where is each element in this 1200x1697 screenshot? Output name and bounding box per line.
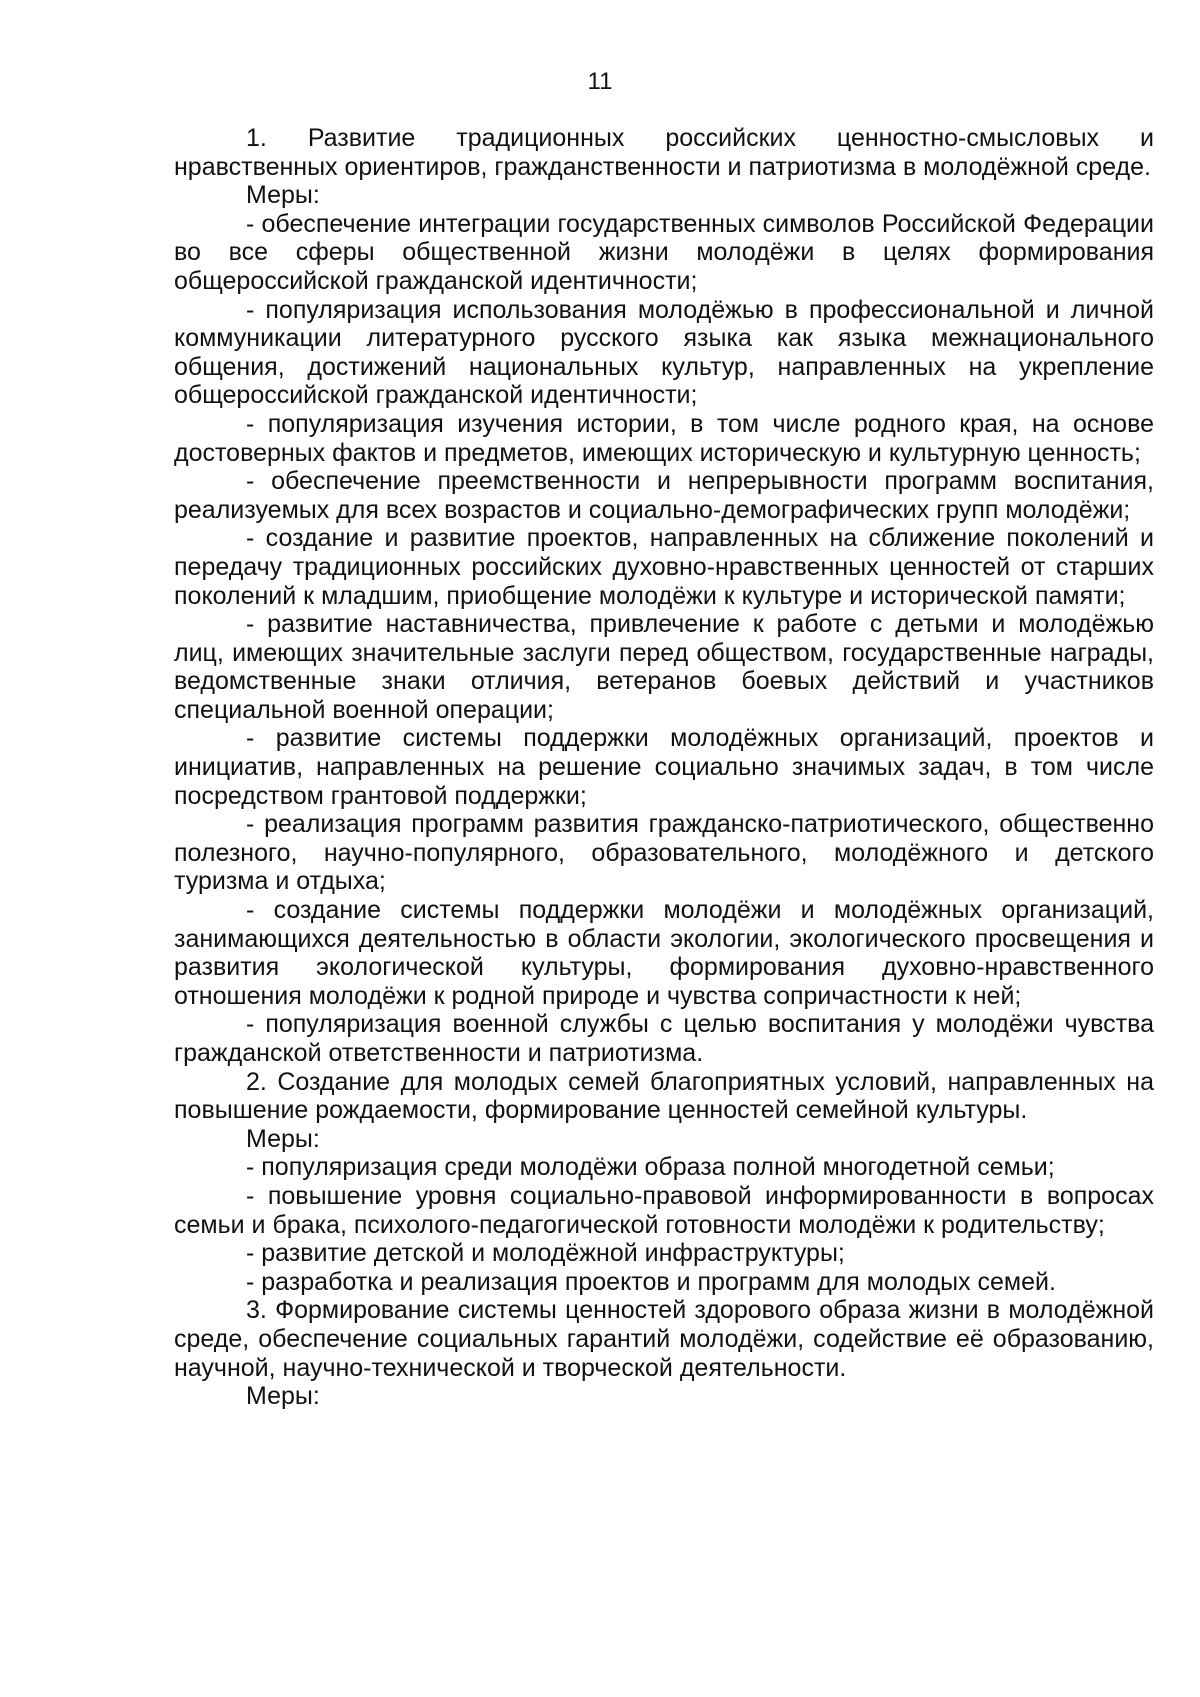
measure-item: - обеспечение преемственности и непрерывности программ воспитания, реализуемых для всех возрастов и социально-демографических групп молодёжи;	[174, 467, 1154, 524]
measure-item: - популяризация изучения истории, в том числе родного края, на основе достоверных фактов и предметов, имеющих историческую и культурную ценность;	[174, 409, 1154, 467]
document-body	[174, 124, 1154, 1411]
measure-item: - обеспечение интеграции государственных символов Российской Федерации во все сферы общественной жизни молодёжи в целях формирования общероссийской гражданской идентичности;	[174, 209, 1154, 295]
measure-item: - создание системы поддержки молодёжи и молодёжных организаций, занимающихся деятельностью в области экологии, экологического просвещения и развития экологической культуры, формирования духовно-нравственного отношения молодёжи к родной природе и чувства сопричастности к ней;	[174, 896, 1154, 1010]
measure-item: - разработка и реализация проектов и программ для молодых семей.	[246, 1267, 1056, 1296]
section-1-heading: 1. Развитие традиционных российских ценностно-смысловых и нравственных ориентиров, гражданственности и патриотизма в молодёжной среде.	[174, 124, 1154, 181]
section-2-heading: 2. Создание для молодых семей благоприятных условий, направленных на повышение рождаемости, формирование ценностей семейной культуры.	[174, 1067, 1154, 1125]
measure-item: - развитие детской и молодёжной инфраструктуры;	[246, 1239, 845, 1268]
measure-item: - создание и развитие проектов, направленных на сближение поколений и передачу традиционных российских духовно-нравственных ценностей от старших поколений к младшим, приобщение молодёжи к культуре и исторической памяти;	[174, 524, 1154, 610]
measures-label: Меры:	[246, 1382, 320, 1411]
measures-label: Меры:	[246, 181, 320, 210]
measures-label: Меры:	[246, 1124, 320, 1153]
measure-item: - популяризация военной службы с целью воспитания у молодёжи чувства гражданской ответственности и патриотизма.	[174, 1010, 1154, 1067]
page-number: 11	[587, 68, 613, 95]
measure-item: - повышение уровня социально-правовой информированности в вопросах семьи и брака, психолого-педагогической готовности молодёжи к родительству;	[174, 1181, 1154, 1239]
section-3-heading: 3. Формирование системы ценностей здорового образа жизни в молодёжной среде, обеспечение социальных гарантий молодёжи, содействие её образованию, научной, научно-технической и творческой деятельности.	[174, 1296, 1154, 1382]
measure-item: - развитие наставничества, привлечение к работе с детьми и молодёжью лиц, имеющих значительные заслуги перед обществом, государственные награды, ведомственные знаки отличия, ветеранов боевых действий и участников специальной военной операции;	[174, 610, 1154, 724]
measure-item: - развитие системы поддержки молодёжных организаций, проектов и инициатив, направленных на решение социально значимых задач, в том числе посредством грантовой поддержки;	[174, 724, 1154, 810]
measure-item: - популяризация использования молодёжью в профессиональной и личной коммуникации литературного русского языка как языка межнационального общения, достижений национальных культур, направленных на укрепление общероссийской гражданской идентичности;	[174, 295, 1154, 410]
measure-item: - популяризация среди молодёжи образа полной многодетной семьи;	[246, 1153, 1055, 1182]
measure-item: - реализация программ развития гражданско-патриотического, общественно полезного, научно-популярного, образовательного, молодёжного и детского туризма и отдыха;	[174, 810, 1154, 896]
